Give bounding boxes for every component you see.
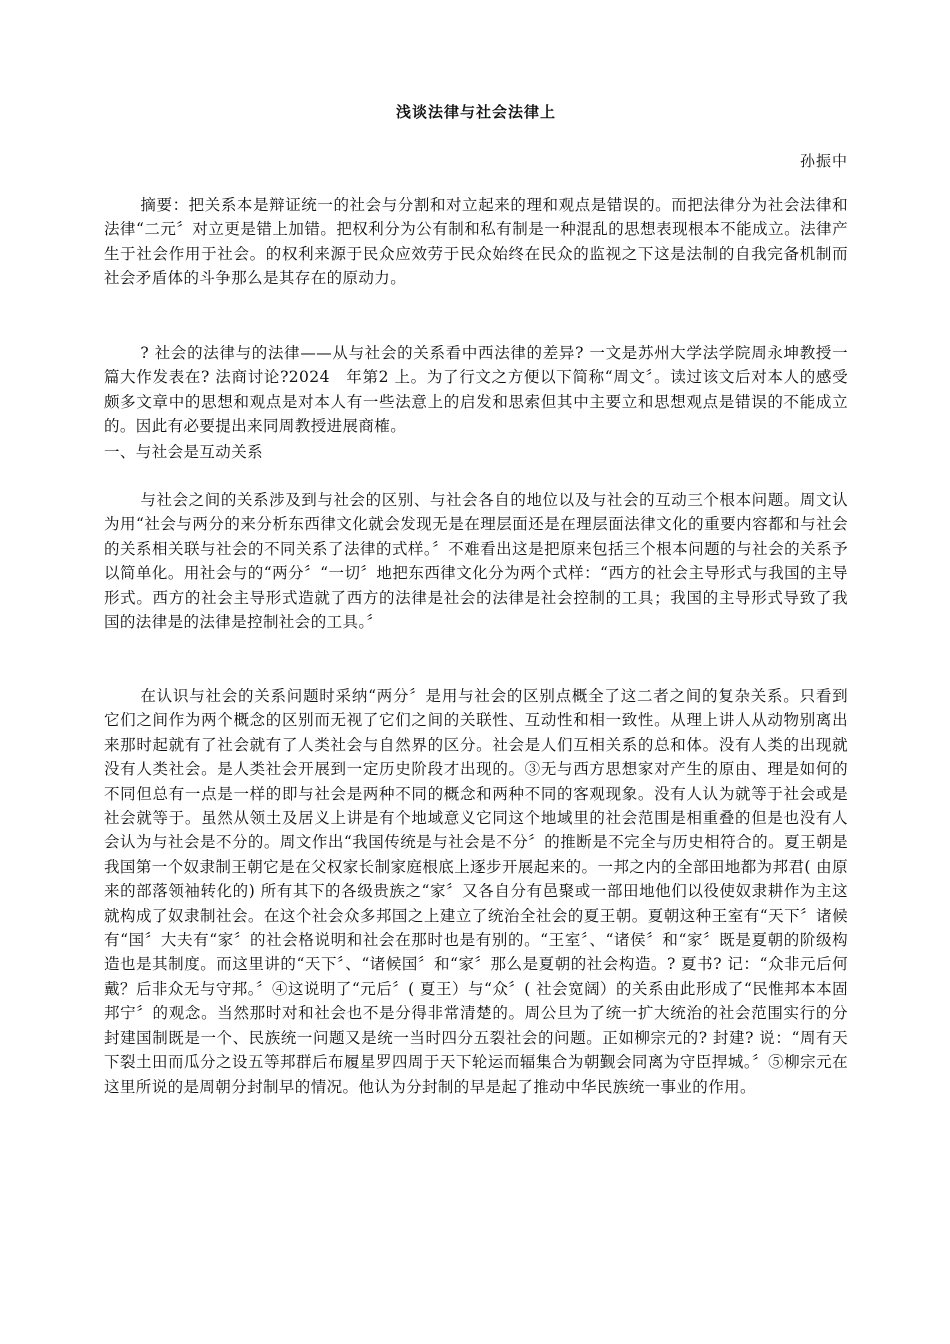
document-author: 孙振中 [799,152,848,170]
body-paragraph: 在认识与社会的关系问题时采纳“两分〞是用与社会的区别点概全了这二者之间的复杂关系。只看到它们之间作为两个概念的区别而无视了它们之间的关联性、互动性和相一致性。从理上讲人从动物别离出来那时起就有了社会就有了人类社会与自然界的区分。社会是人们互相关系的总和体。没有人类的出现就没有人类社会。是人类社会开展到一定历史阶段才出现的。③无与西方思想家对产生的原由、理是如何的不同但总有一点是一样的即与社会是两种不同的概念和两种不同的客观现象。没有人认为就等于社会或是社会就等于。虽然从领土及居义上讲是有个地域意义它同这个地域里的社会范围是相重叠的但是也没有人会认为与社会是不分的。周文作出“我国传统是与社会是不分〞的推断是不完全与历史相符合的。夏王朝是我国第一个奴隶制王朝它是在父权家长制家庭根底上逐步开展起来的。一邦之内的全部田地都为邦君( 由原来的部落领袖转化的) 所有其下的各级贵族之“家〞又各自分有邑聚或一部田地他们以役使奴隶耕作为主这就构成了奴隶制社会。在这个社会众多邦国之上建立了统治全社会的夏王朝。夏朝这种王室有“天下〞诸候有“国〞大夫有“家〞的社会格说明和社会在那时也是有别的。“王室〞、“诸侯〞和“家〞既是夏朝的阶级构造也是其制度。而这里讲的“天下〞、“诸候国〞和“家〞那么是夏朝的社会构造。? 夏书? 记：“众非元后何戴？后非众无与守邦。〞④这说明了“元后〞( 夏王）与“众〞( 社会宽阔）的关系由此形成了“民惟邦本本固邦宁〞的观念。当然那时对和社会也不是分得非常清楚的。周公旦为了统一扩大统治的社会范围实行的分封建国制既是一个、民族统一问题又是统一当时四分五裂社会的问题。正如柳宗元的? 封建? 说：“周有天下裂土田而瓜分之设五等邦群后布履星罗四周于天下轮运而辐集合为朝觐会同离为守臣捍城。〞⑤柳宗元在这里所说的是周朝分封制早的情况。他认为分封制的早是起了推动中华民族统一事业的作用。 [104,687,848,1096]
body-paragraph: 与社会之间的关系涉及到与社会的区别、与社会各自的地位以及与社会的互动三个根本问题。周文认为用“社会与两分的来分析东西律文化就会发现无是在理层面还是在理层面法律文化的重要内容都和与社会的关系相关联与社会的不同关系了法律的式样。〞不难看出这是把原来包括三个根本问题的与社会的关系予以简单化。用社会与的“两分〞“一切〞地把东西律文化分为两个式样：“西方的社会主导形式与我国的主导形式。西方的社会主导形式造就了西方的法律是社会的法律是社会控制的工具；我国的主导形式导致了我国的法律是的法律是控制社会的工具。〞 [104,491,848,632]
intro-paragraph: ? 社会的法律与的法律——从与社会的关系看中西法律的差异? 一文是苏州大学法学院周永坤教授一篇大作发表在? 法商讨论?2024 年第2 上。为了行文之方便以下简称“周文〞。读过该文后对本人的感受颇多文章中的思想和观点是对本人有一些法意上的启发和思索但其中主要立和思想观点是错误的不能成立的。因此有必要提出来同周教授进展商榷。 [104,344,848,436]
document-title: 浅谈法律与社会法律上 [395,103,556,121]
section-heading: 一、与社会是互动关系 [104,443,264,461]
abstract-paragraph: 摘要：把关系本是辩证统一的社会与分割和对立起来的理和观点是错误的。而把法律分为社会法律和法律“二元〞对立更是错上加错。把权利分为公有制和私有制是一种混乱的思想表现根本不能成立。法律产生于社会作用于社会。的权利来源于民众应效劳于民众始终在民众的监视之下这是法制的自我完备机制而社会矛盾体的斗争那么是其存在的原动力。 [104,196,848,288]
